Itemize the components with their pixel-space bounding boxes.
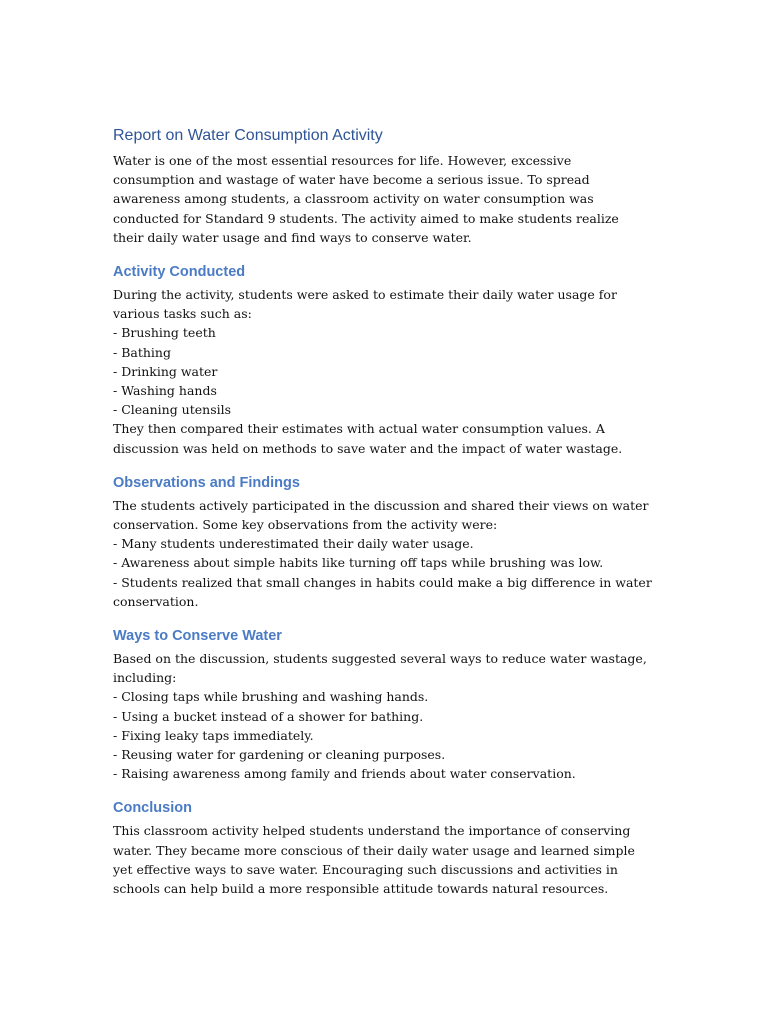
section-tail: They then compared their estimates with actual water consumption values. A discussion was held on methods to save water and the impact of water wastage.	[113, 421, 623, 456]
list-item: - Brushing teeth	[113, 325, 216, 341]
section-heading-ways-to-conserve: Ways to Conserve Water	[113, 628, 282, 645]
observations-list	[113, 534, 653, 611]
list-item: - Closing taps while brushing and washing hands.	[113, 689, 429, 705]
activity-task-list	[113, 323, 653, 419]
report-title: Report on Water Consumption Activity	[113, 127, 383, 144]
section-heading-observations: Observations and Findings	[113, 474, 300, 491]
section-heading-activity-conducted: Activity Conducted	[113, 264, 246, 281]
list-item: - Cleaning utensils	[113, 402, 232, 418]
intro-paragraph: Water is one of the most essential resources for life. However, excessive consumption and wastage of water have become a serious issue. To spread awareness among students, a classroom activity on water consumption was conducted for Standard 9 students. The activity aimed to make students realize their daily water usage and find ways to conserve water.	[113, 153, 619, 245]
list-item: - Bathing	[113, 344, 171, 360]
section-lead: During the activity, students were asked to estimate their daily water usage for various tasks such as:	[113, 287, 617, 322]
list-item: - Using a bucket instead of a shower for bathing.	[113, 708, 424, 724]
document-page	[113, 126, 653, 898]
list-item: - Awareness about simple habits like turning off taps while brushing was low.	[113, 555, 604, 571]
conclusion-paragraph: This classroom activity helped students understand the importance of conserving water. They became more conscious of their daily water usage and learned simple yet effective ways to save water. Encouraging such discussions and activities in schools can help build a more responsible attitude towards natural resources.	[113, 823, 635, 897]
list-item: - Drinking water	[113, 363, 218, 379]
section-lead: The students actively participated in the discussion and shared their views on water conservation. Some key observations from the activity were:	[113, 497, 649, 533]
list-item: - Reusing water for gardening or cleaning purposes.	[113, 747, 446, 763]
list-item: - Many students underestimated their daily water usage.	[113, 536, 474, 552]
list-item: - Students realized that small changes in habits could make a big difference in water conservation.	[113, 574, 652, 609]
list-item: - Raising awareness among family and friends about water conservation.	[113, 766, 576, 782]
conservation-ways-list	[113, 687, 653, 783]
section-heading-conclusion: Conclusion	[113, 800, 192, 817]
section-lead: Based on the discussion, students suggested several ways to reduce water wastage, including:	[113, 651, 647, 686]
list-item: - Fixing leaky taps immediately.	[113, 727, 314, 743]
list-item: - Washing hands	[113, 383, 217, 399]
